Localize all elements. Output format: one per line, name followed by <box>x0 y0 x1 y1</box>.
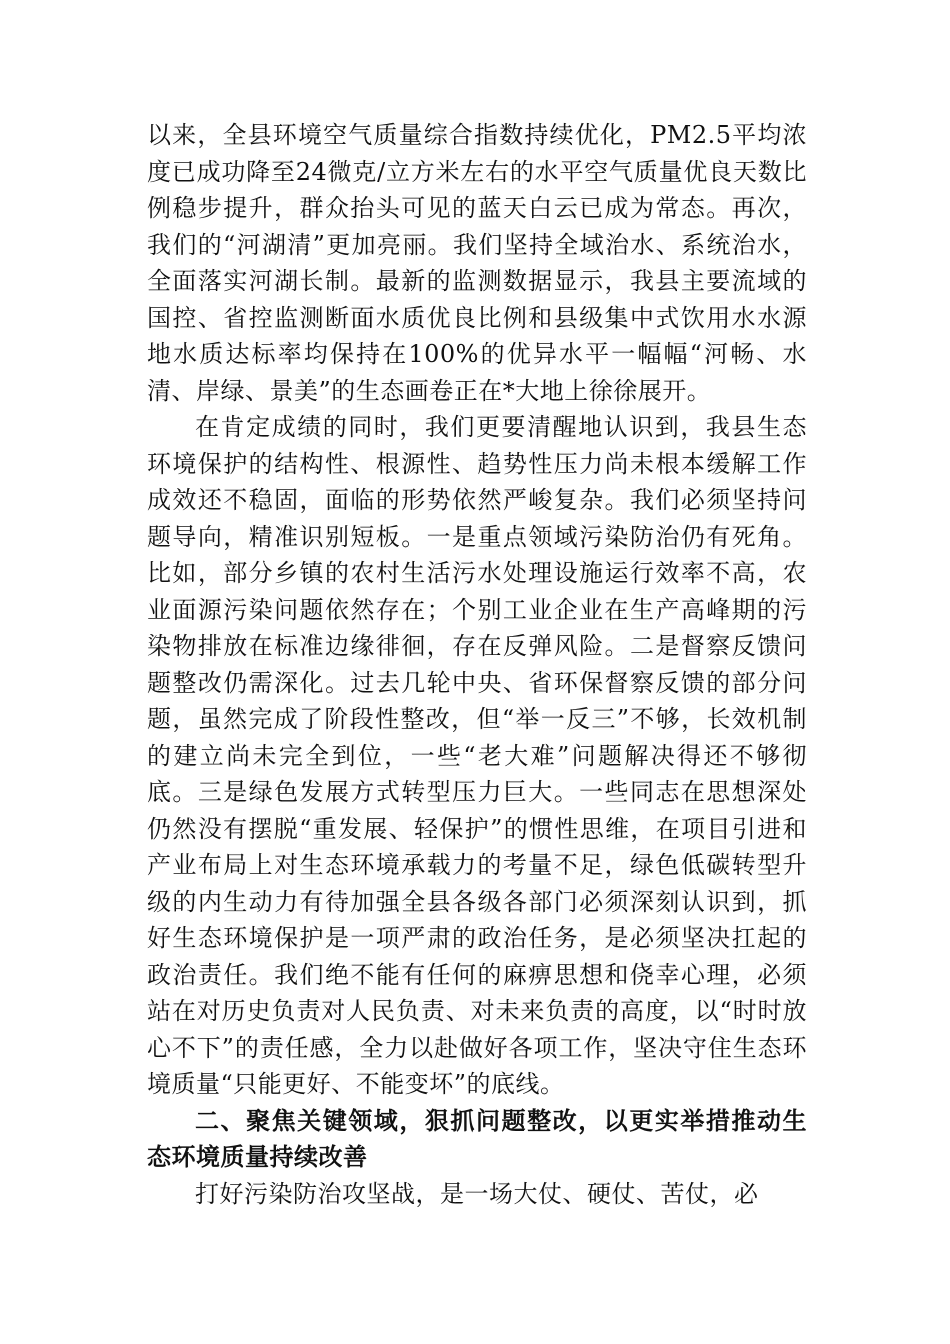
section-heading: 二、聚焦关键领域，狠抓问题整改，以更实举措推动生态环境质量持续改善 <box>147 1106 807 1171</box>
paragraph-air-water-quality: 以来，全县环境空气质量综合指数持续优化，PM2.5平均浓度已成功降至24微克/立方米左右的水平空气质量优良天数比例稳步提升，群众抬头可见的蓝天白云已成为常态。再次，我们的“河湖清”更加亮丽。我们坚持全域治水、系统治水，全面落实河湖长制。最新的监测数据显示，我县主要流域的国控、省控监测断面水质优良比例和县级集中式饮用水水源地水质达标率均保持在100%的优异水平一幅幅“河畅、水清、岸绿、景美”的生态画卷正在*大地上徐徐展开。 <box>147 121 807 405</box>
paragraph-pollution-prevention: 打好污染防治攻坚战，是一场大仗、硬仗、苦仗，必 <box>195 1179 759 1208</box>
document-body <box>147 117 807 1212</box>
paragraph-problems-analysis: 在肯定成绩的同时，我们更要清醒地认识到，我县生态环境保护的结构性、根源性、趋势性压力尚未根本缓解工作成效还不稳固，面临的形势依然严峻复杂。我们必须坚持问题导向，精准识别短板。一是重点领域污染防治仍有死角。比如，部分乡镇的农村生活污水处理设施运行效率不高，农业面源污染问题依然存在；个别工业企业在生产高峰期的污染物排放在标准边缘徘徊，存在反弹风险。二是督察反馈问题整改仍需深化。过去几轮中央、省环保督察反馈的部分问题，虽然完成了阶段性整改，但“举一反三”不够，长效机制的建立尚未完全到位，一些“老大难”问题解决得还不够彻底。三是绿色发展方式转型压力巨大。一些同志在思想深处仍然没有摆脱“重发展、轻保护”的惯性思维，在项目引进和产业布局上对生态环境承载力的考量不足，绿色低碳转型升级的内生动力有待加强全县各级各部门必须深刻认识到，抓好生态环境保护是一项严肃的政治任务，是必须坚决扛起的政治责任。我们绝不能有任何的麻痹思想和侥幸心理，必须站在对历史负责对人民负责、对未来负责的高度，以“时时放心不下”的责任感，全力以赴做好各项工作，坚决守住生态环境质量“只能更好、不能变坏”的底线。 <box>147 413 807 1098</box>
